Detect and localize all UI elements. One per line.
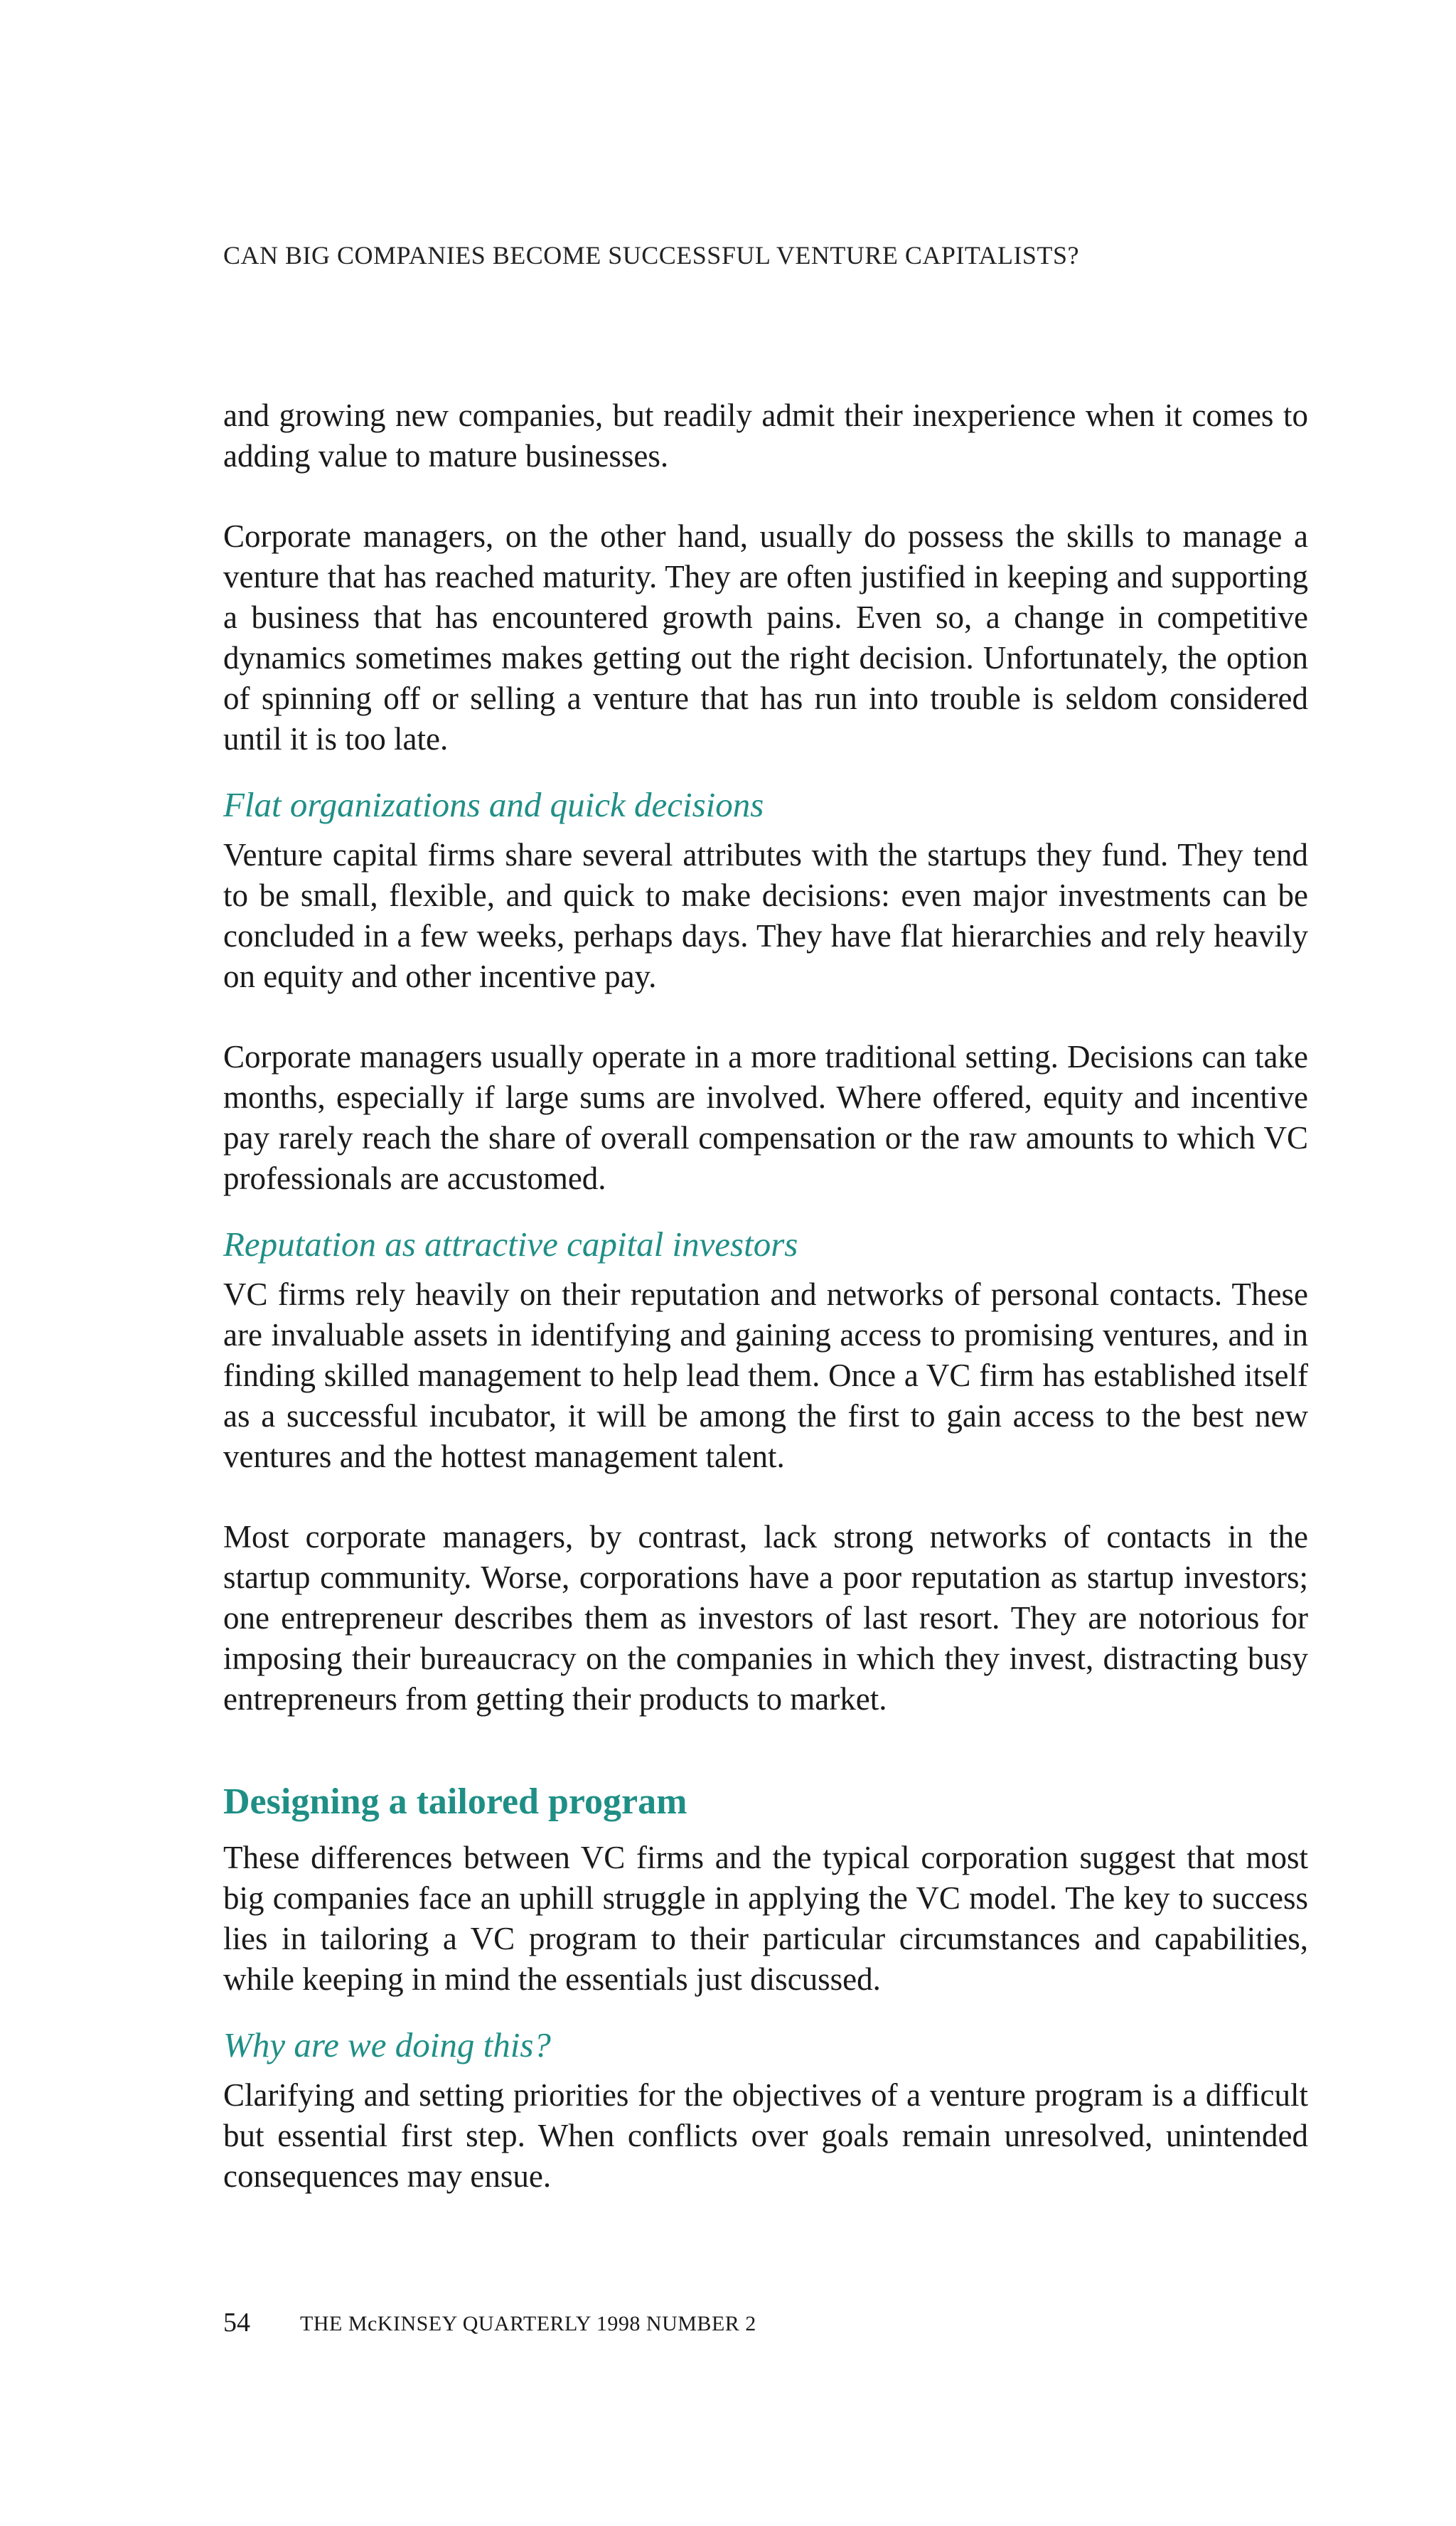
subhead-why: Why are we doing this? [223,2025,551,2064]
paragraph-1: and growing new companies, but readily admit their inexperience when it comes to adding value to mature businesses. [223,398,1308,474]
paragraph-6: Most corporate managers, by contrast, lack strong networks of contacts in the startup community. Worse, corporations have a poor reputation as startup investors; one entrepreneur describes them as investors of last resort. They are notorious for imposing their bureaucracy on the companies in which they invest, distracting busy entrepreneurs from getting their products to market. [223,1519,1308,1717]
running-head: CAN BIG COMPANIES BECOME SUCCESSFUL VENTURE CAPITALISTS? [223,241,1079,270]
paragraph-7: These differences between VC firms and the typical corporation suggest that most big companies face an uphill struggle in applying the VC model. The key to success lies in tailoring a VC program to their particular circumstances and capabilities, while keeping in mind the essentials just discussed. [223,1840,1308,1997]
page-number: 54 [223,2308,250,2338]
journal-title: THE McKINSEY QUARTERLY 1998 NUMBER 2 [300,2312,756,2335]
paragraph-5: VC firms rely heavily on their reputation and networks of personal contacts. These are invaluable assets in identifying and gaining access to promising ventures, and in finding skilled management to help lead them. Once a VC firm has established itself as a successful incubator, it will be among the first to gain access to the best new ventures and the hottest management talent. [223,1277,1308,1474]
paragraph-8: Clarifying and setting priorities for the objectives of a venture program is a difficult but essential first step. When conflicts over goals remain unresolved, unintended consequences may ensue. [223,2077,1308,2194]
paragraph-2: Corporate managers, on the other hand, usually do possess the skills to manage a venture that has reached maturity. They are often justified in keeping and supporting a business that has encountered growth pains. Even so, a change in competitive dynamics sometimes makes getting out the right decision. Unfortunately, the option of spinning off or selling a venture that has run into trouble is seldom considered until it is too late. [223,518,1308,757]
subhead-flat-organizations: Flat organizations and quick decisions [223,785,764,824]
section-heading: Designing a tailored program [223,1781,687,1822]
subhead-reputation: Reputation as attractive capital investors [223,1225,798,1264]
body-column [223,395,1308,2197]
paragraph-4: Corporate managers usually operate in a more traditional setting. Decisions can take months, especially if large sums are involved. Where offered, equity and incentive pay rarely reach the share of overall compensation or the raw amounts to which VC professionals are accustomed. [223,1039,1308,1196]
paragraph-3: Venture capital firms share several attributes with the startups they fund. They tend to be small, flexible, and quick to make decisions: even major investments can be concluded in a few weeks, perhaps days. They have flat hierarchies and rely heavily on equity and other incentive pay. [223,837,1308,994]
